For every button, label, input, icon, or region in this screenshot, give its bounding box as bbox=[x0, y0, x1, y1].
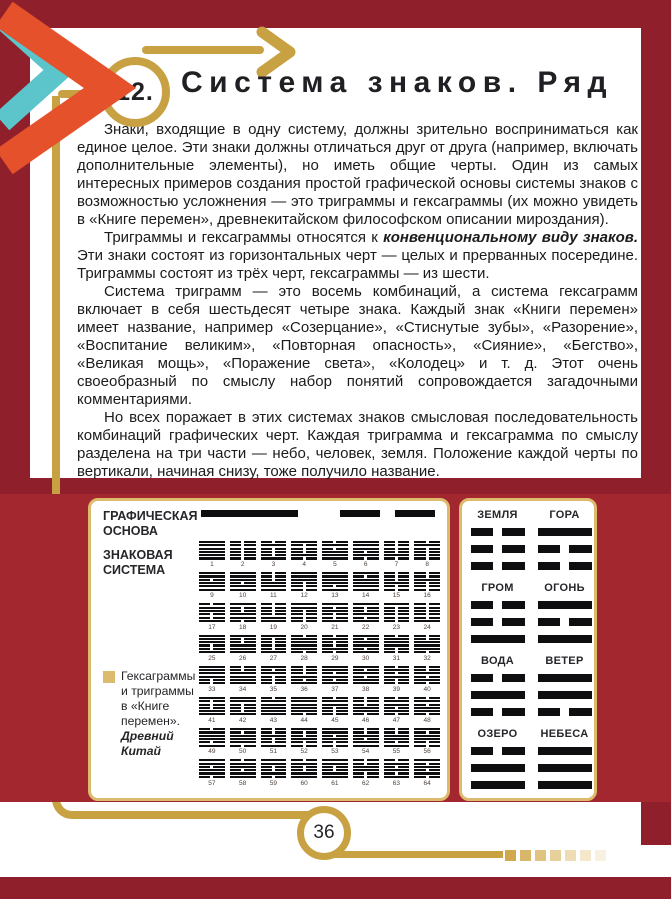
hexagram-number: 26 bbox=[239, 654, 247, 662]
hexagram-number: 27 bbox=[269, 654, 277, 662]
hexagram-number: 30 bbox=[362, 654, 370, 662]
hexagram-number: 13 bbox=[331, 592, 339, 600]
hexagram-number: 4 bbox=[302, 561, 306, 569]
gold-footer-line bbox=[335, 851, 503, 858]
hexagram-cell bbox=[291, 666, 317, 693]
hexagram-cell bbox=[353, 697, 379, 724]
trigram-cell bbox=[468, 655, 527, 716]
caption-bullet bbox=[103, 671, 115, 683]
hexagram-cell bbox=[230, 759, 256, 786]
graphic-basis-label: ГРАФИЧЕСКАЯ ОСНОВА bbox=[103, 509, 198, 538]
hexagram-number: 24 bbox=[423, 623, 431, 631]
caption-main: Гексаграммы и триграммы в «Книге перемен». bbox=[121, 669, 196, 728]
hexagram-cell bbox=[414, 541, 440, 568]
hexagram-cell bbox=[230, 728, 256, 755]
hexagram-number: 46 bbox=[362, 717, 370, 725]
trigram-cell bbox=[535, 728, 594, 789]
hexagram-number: 19 bbox=[269, 623, 277, 631]
hexagram-cell bbox=[353, 759, 379, 786]
hexagram-cell bbox=[291, 541, 317, 568]
hexagram-cell bbox=[261, 759, 287, 786]
hexagram-number: 32 bbox=[423, 654, 431, 662]
hexagram-cell bbox=[414, 603, 440, 630]
hexagram-number: 49 bbox=[208, 748, 216, 756]
hexagram-number: 40 bbox=[423, 685, 431, 693]
hexagram-number: 58 bbox=[239, 779, 247, 787]
hexagram-number: 37 bbox=[331, 685, 339, 693]
hexagram-cell bbox=[384, 635, 410, 662]
chevron-decoration bbox=[0, 2, 138, 182]
broken-line-sample-left bbox=[340, 510, 380, 517]
hexagram-number: 23 bbox=[392, 623, 400, 631]
hexagram-number: 63 bbox=[392, 779, 400, 787]
hexagram-number: 1 bbox=[210, 561, 214, 569]
hexagram-card bbox=[88, 498, 450, 801]
trigram-cell bbox=[535, 509, 594, 570]
hexagram-number: 35 bbox=[269, 685, 277, 693]
trigram-cell bbox=[535, 582, 594, 643]
trigram-label: ЗЕМЛЯ bbox=[477, 509, 518, 521]
trigram-label: НЕБЕСА bbox=[540, 728, 589, 740]
hexagram-number: 11 bbox=[270, 592, 277, 600]
broken-line-sample-right bbox=[395, 510, 435, 517]
hexagram-cell bbox=[291, 759, 317, 786]
lesson-number: 12. bbox=[116, 77, 154, 106]
hexagram-cell bbox=[261, 666, 287, 693]
hexagram-number: 18 bbox=[239, 623, 247, 631]
hexagram-number: 2 bbox=[240, 561, 245, 569]
hexagram-cell bbox=[322, 572, 348, 599]
hexagram-cell bbox=[414, 666, 440, 693]
trigram-cell bbox=[468, 582, 527, 643]
hexagram-number: 12 bbox=[300, 592, 308, 600]
hexagram-cell bbox=[384, 603, 410, 630]
hexagram-number: 52 bbox=[300, 748, 308, 756]
hexagram-cell bbox=[199, 541, 225, 568]
trigram-cell bbox=[468, 509, 527, 570]
hexagram-cell bbox=[230, 603, 256, 630]
hexagram-number: 53 bbox=[331, 748, 339, 756]
hexagram-number: 44 bbox=[300, 717, 308, 725]
hexagram-number: 39 bbox=[392, 685, 400, 693]
hexagram-cell bbox=[291, 635, 317, 662]
hexagram-number: 59 bbox=[269, 779, 277, 787]
hexagram-cell bbox=[322, 603, 348, 630]
hexagram-number: 45 bbox=[331, 717, 339, 725]
hexagram-number: 55 bbox=[392, 748, 400, 756]
hexagram-number: 8 bbox=[425, 561, 429, 569]
hexagram-number: 33 bbox=[208, 685, 216, 693]
hexagram-cell bbox=[384, 697, 410, 724]
hexagram-cell bbox=[384, 541, 410, 568]
hexagram-number: 25 bbox=[208, 654, 216, 662]
trigram-card bbox=[459, 498, 597, 801]
trigram-label: ГРОМ bbox=[481, 582, 514, 594]
hexagram-cell bbox=[414, 697, 440, 724]
hexagram-number: 28 bbox=[300, 654, 308, 662]
hexagram-cell bbox=[291, 697, 317, 724]
trigram-label: ГОРА bbox=[549, 509, 580, 521]
fading-squares-trail bbox=[505, 850, 606, 861]
hexagram-cell bbox=[322, 697, 348, 724]
hexagram-number: 10 bbox=[239, 592, 247, 600]
hexagram-cell bbox=[230, 697, 256, 724]
hexagram-number: 29 bbox=[331, 654, 339, 662]
trail-square bbox=[505, 850, 516, 861]
hexagram-number: 20 bbox=[300, 623, 308, 631]
hexagram-number: 9 bbox=[210, 592, 214, 600]
hexagram-cell bbox=[199, 635, 225, 662]
hexagram-cell bbox=[261, 572, 287, 599]
hexagram-number: 54 bbox=[362, 748, 370, 756]
hexagram-cell bbox=[414, 572, 440, 599]
hexagram-number: 51 bbox=[269, 748, 277, 756]
hexagram-cell bbox=[353, 666, 379, 693]
hexagram-cell bbox=[353, 572, 379, 599]
hexagram-number: 43 bbox=[269, 717, 277, 725]
hexagram-number: 47 bbox=[392, 717, 400, 725]
hexagram-number: 62 bbox=[362, 779, 370, 787]
paragraph-2 bbox=[77, 229, 638, 283]
hexagram-cell bbox=[199, 697, 225, 724]
hexagram-cell bbox=[261, 728, 287, 755]
hexagram-cell bbox=[291, 728, 317, 755]
hexagram-cell bbox=[322, 728, 348, 755]
trigram-label: ВЕТЕР bbox=[545, 655, 584, 667]
hexagram-number: 57 bbox=[208, 779, 216, 787]
paragraph-1: Знаки, входящие в одну систему, должны зрительно восприниматься как единое целое. Эти знаки должны отличаться друг от друга (например, включать дополнительные элементы), но иметь общие черты. Один из самых интересных примеров создания простой графической основы системы знаков с возможностью усложнения — это триграммы и гексаграммы (их можно увидеть в «Книге перемен», древнекитайском философском описании мироздания). bbox=[77, 121, 638, 228]
graphic-basis-samples bbox=[201, 510, 441, 517]
hexagram-cell bbox=[322, 635, 348, 662]
body-text bbox=[77, 121, 638, 481]
trail-square bbox=[520, 850, 531, 861]
hexagram-number: 34 bbox=[239, 685, 247, 693]
hexagram-number: 41 bbox=[208, 717, 216, 725]
hexagram-number: 48 bbox=[423, 717, 431, 725]
page-number: 36 bbox=[313, 822, 335, 843]
frame-bottom bbox=[0, 877, 671, 899]
hexagram-cell bbox=[322, 666, 348, 693]
hexagram-number: 16 bbox=[423, 592, 431, 600]
hexagram-number: 64 bbox=[423, 779, 431, 787]
hexagram-cell bbox=[291, 572, 317, 599]
hexagram-cell bbox=[322, 759, 348, 786]
paragraph-2-post: Эти знаки состоят из горизонтальных черт — целых и прерванных посередине. Триграммы состоят из трёх черт, гексаграммы — из шести. bbox=[77, 247, 638, 282]
hexagram-cell bbox=[230, 635, 256, 662]
hexagram-number: 56 bbox=[423, 748, 431, 756]
hexagram-number: 3 bbox=[271, 561, 276, 569]
hexagram-number: 6 bbox=[363, 561, 368, 569]
hexagram-cell bbox=[199, 759, 225, 786]
page-title: Система знаков. Ряд bbox=[181, 66, 614, 99]
hexagram-cell bbox=[261, 697, 287, 724]
hexagram-number: 21 bbox=[331, 623, 339, 631]
hexagram-number: 5 bbox=[333, 561, 337, 569]
trigram-label: ОЗЕРО bbox=[477, 728, 518, 740]
trail-square bbox=[535, 850, 546, 861]
hexagram-cell bbox=[199, 603, 225, 630]
hexagram-cell bbox=[414, 759, 440, 786]
hexagram-cell bbox=[353, 541, 379, 568]
paragraph-4: Но всех поражает в этих системах знаков смысловая последовательность комбинаций графических черт. Каждая триграмма и гексаграмма по смыслу разделена на три части — небо, человек, земля. Положение каждой черты по вертикали, начиная снизу, тоже получило название. bbox=[77, 409, 638, 480]
caption-source: Древний Китай bbox=[121, 729, 174, 758]
hexagram-number: 60 bbox=[300, 779, 308, 787]
hexagram-cell bbox=[353, 635, 379, 662]
caption-text bbox=[121, 669, 199, 759]
hexagram-number: 36 bbox=[300, 685, 308, 693]
trail-square bbox=[595, 850, 606, 861]
hexagram-number: 31 bbox=[392, 654, 400, 662]
hexagram-cell bbox=[261, 635, 287, 662]
hexagram-cell bbox=[322, 541, 348, 568]
hexagram-cell bbox=[199, 728, 225, 755]
hexagram-cell bbox=[353, 603, 379, 630]
hexagram-number: 17 bbox=[208, 623, 216, 631]
trigram-cell bbox=[535, 655, 594, 716]
hexagram-cell bbox=[199, 572, 225, 599]
trail-square bbox=[580, 850, 591, 861]
title-arrow-line bbox=[142, 46, 264, 54]
page-number-badge bbox=[297, 806, 351, 860]
hexagram-grid bbox=[199, 541, 440, 787]
hexagram-cell bbox=[414, 635, 440, 662]
hexagram-number: 50 bbox=[239, 748, 247, 756]
hexagram-cell bbox=[384, 759, 410, 786]
hexagram-cell bbox=[199, 666, 225, 693]
paragraph-2-pre: Триграммы и гексаграммы относятся к bbox=[104, 229, 384, 246]
trigram-label: ОГОНЬ bbox=[544, 582, 585, 594]
paragraph-2-term: конвенциональному виду знаков. bbox=[383, 229, 638, 246]
hexagram-cell bbox=[384, 666, 410, 693]
hexagram-cell bbox=[261, 541, 287, 568]
hexagram-cell bbox=[384, 728, 410, 755]
trigram-cell bbox=[468, 728, 527, 789]
hexagram-number: 15 bbox=[392, 592, 400, 600]
paragraph-3: Система триграмм — это восемь комбинаций, а система гексаграмм включает в себя шестьдесят четыре знака. Каждый знак «Книги перемен» имеет название, например «Созерцание», «Стиснутые зубы», «Разорение», «Воспитание великим», «Повторная опасность», «Сияние», «Бегство», «Великая мощь», «Поражение света», «Колодец» и т. д. Этот очень своеобразный по смыслу набор понятий сопровождается загадочными комментариями. bbox=[77, 283, 638, 408]
hexagram-cell bbox=[261, 603, 287, 630]
hexagram-number: 38 bbox=[362, 685, 370, 693]
hexagram-cell bbox=[291, 603, 317, 630]
hexagram-number: 7 bbox=[394, 561, 399, 569]
trail-square bbox=[550, 850, 561, 861]
trigram-label: ВОДА bbox=[480, 655, 515, 667]
hexagram-cell bbox=[384, 572, 410, 599]
hexagram-number: 42 bbox=[239, 717, 247, 725]
figure-caption bbox=[103, 669, 199, 759]
orange-chevron-icon bbox=[4, 14, 110, 162]
hexagram-number: 61 bbox=[331, 779, 339, 787]
hexagram-cell bbox=[414, 728, 440, 755]
hexagram-cell bbox=[230, 666, 256, 693]
hexagram-number: 22 bbox=[362, 623, 370, 631]
sign-system-label: ЗНАКОВАЯ СИСТЕМА bbox=[103, 548, 173, 577]
trigram-grid bbox=[468, 509, 594, 789]
hexagram-cell bbox=[230, 572, 256, 599]
hexagram-cell bbox=[230, 541, 256, 568]
hexagram-cell bbox=[353, 728, 379, 755]
solid-line-sample bbox=[201, 510, 298, 517]
trail-square bbox=[565, 850, 576, 861]
hexagram-number: 14 bbox=[362, 592, 370, 600]
